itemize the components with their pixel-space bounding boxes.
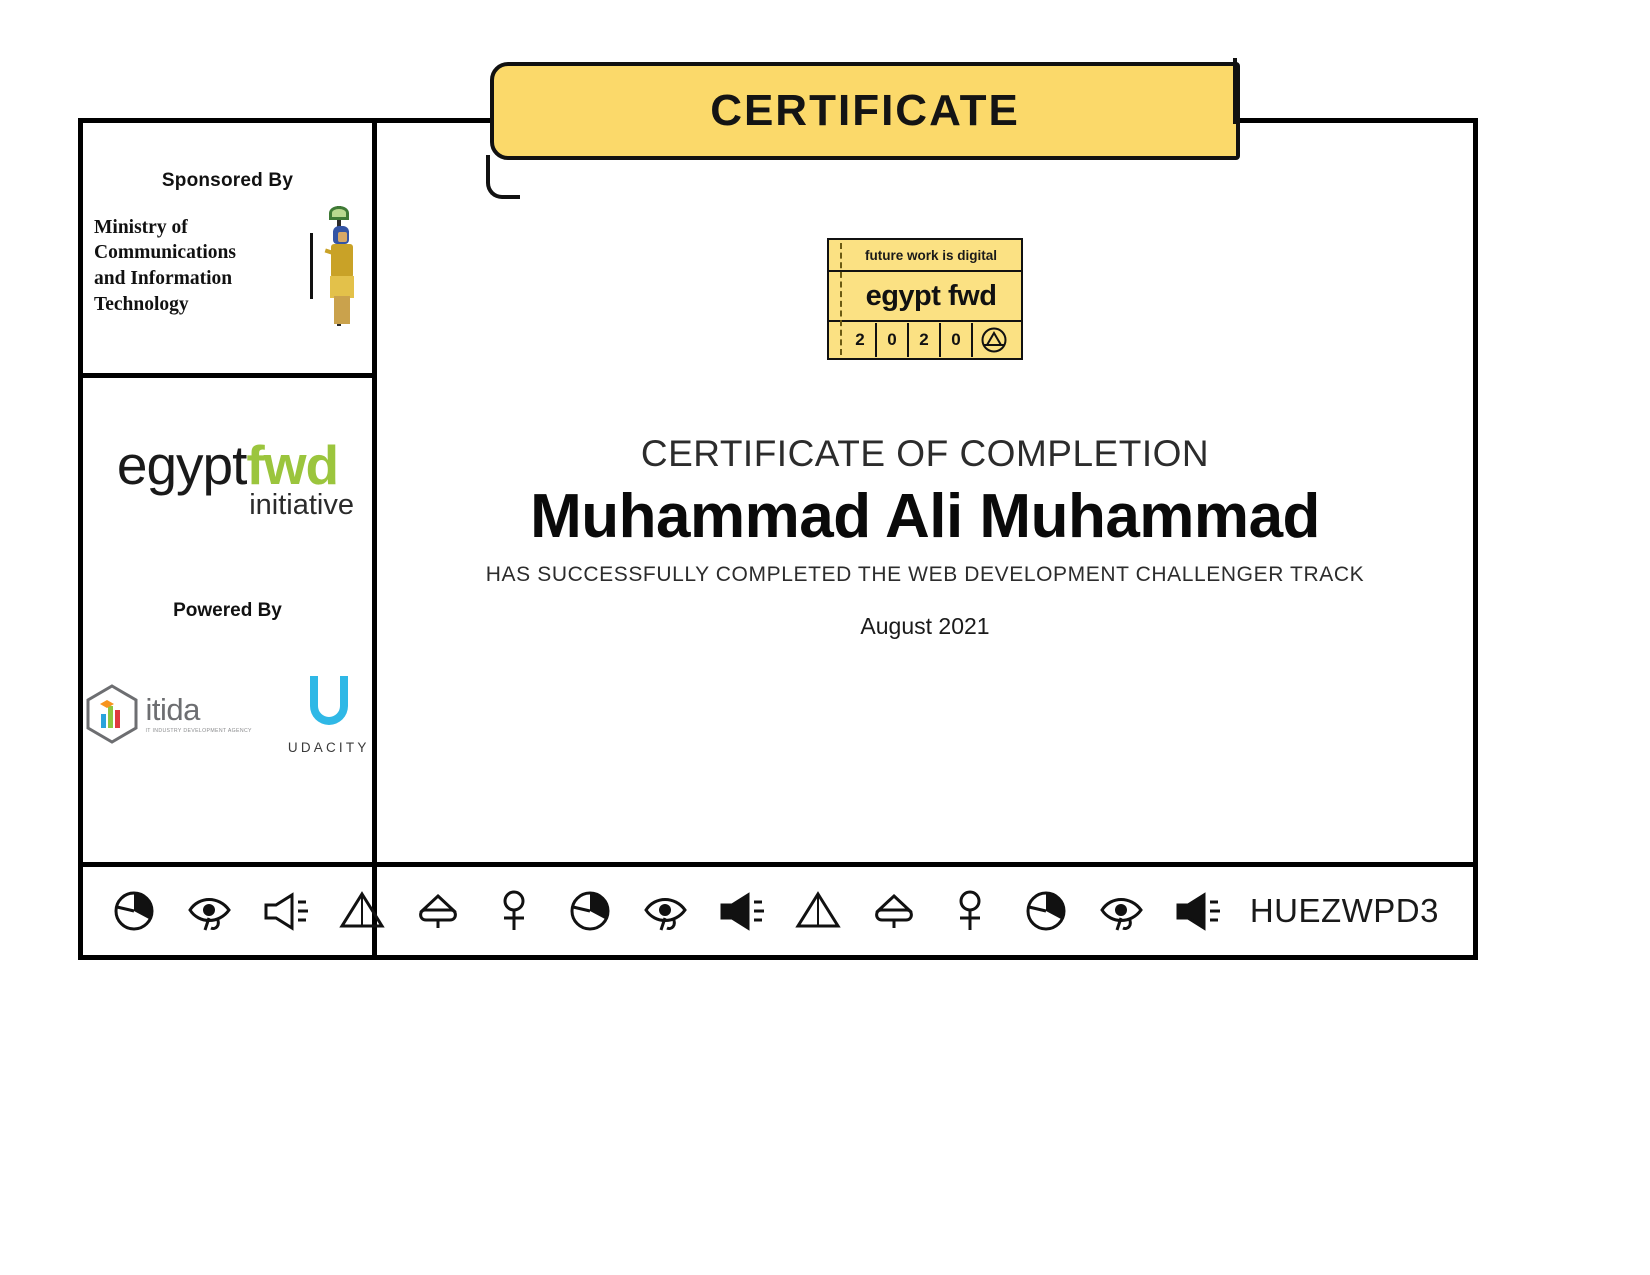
sponsored-by-label: Sponsored By (161, 170, 294, 191)
banner-title: CERTIFICATE (710, 86, 1020, 135)
pie-eye-glyph (107, 884, 161, 938)
ankh-glyph (943, 884, 997, 938)
udacity-word: UDACITY (287, 740, 370, 755)
footer-glyph-strip (83, 862, 1473, 955)
glyph-list (107, 884, 1250, 938)
itida-logo (85, 684, 251, 744)
recipient-name: Muhammad Ali Muhammad (530, 482, 1320, 551)
cloud-tree-glyph (867, 884, 921, 938)
ministry-logo (82, 206, 373, 326)
itida-hex-icon (85, 684, 139, 744)
main-content (377, 123, 1473, 955)
itida-word: itida (145, 691, 200, 727)
badge-year-digit: 0 (877, 323, 909, 357)
badge-perforation (840, 243, 842, 355)
badge-year-digit: 2 (845, 323, 877, 357)
badge-year-digit: 2 (909, 323, 941, 357)
ministry-name-line1: Ministry of Communications (94, 216, 236, 264)
itida-text (145, 691, 252, 734)
sponsor-section (83, 123, 372, 378)
pyramid-badge-icon (973, 323, 1015, 357)
ankh-glyph (487, 884, 541, 938)
badge-year-row (829, 322, 1021, 358)
megaphone-glyph (259, 884, 313, 938)
ministry-name (94, 215, 306, 318)
achievement-text: HAS SUCCESSFULLY COMPLETED THE WEB DEVELOPMENT CHALLENGER TRACK (485, 563, 1365, 586)
badge-tagline: future work is digital (829, 240, 1021, 272)
egyptfwd-wordmark (83, 434, 372, 496)
ministry-divider (310, 233, 313, 299)
pyramid-glyph (791, 884, 845, 938)
page-title: CERTIFICATE OF COMPLETION (640, 433, 1210, 474)
banner-notch-decoration (1233, 58, 1237, 124)
badge-year-digit: 0 (941, 323, 973, 357)
egyptfwd-badge (827, 238, 1023, 360)
egyptfwd-word-accent: fwd (246, 434, 339, 496)
udacity-mark-icon (302, 672, 356, 730)
itida-subtitle: IT INDUSTRY DEVELOPMENT AGENCY (145, 727, 252, 734)
eye-of-horus-glyph (639, 884, 693, 938)
certificate-banner (490, 62, 1240, 160)
cloud-tree-glyph (411, 884, 465, 938)
pyramid-glyph (335, 884, 389, 938)
eye-of-horus-glyph (183, 884, 237, 938)
ministry-name-line2: and Information Technology (94, 268, 233, 315)
eye-of-horus-glyph (1095, 884, 1149, 938)
megaphone-glyph (715, 884, 769, 938)
sidebar (83, 123, 377, 955)
issue-date: August 2021 (860, 613, 990, 639)
pie-eye-glyph (563, 884, 617, 938)
egyptfwd-logo (83, 434, 372, 522)
megaphone-glyph (1171, 884, 1225, 938)
udacity-logo (288, 672, 370, 755)
partner-logos (83, 672, 372, 755)
powered-by-label: Powered By (173, 600, 282, 621)
badge-brand: egypt fwd (829, 272, 1021, 322)
banner-tail-decoration (486, 155, 520, 199)
certificate-frame (78, 118, 1478, 960)
egyptfwd-tagline: initiative (249, 489, 354, 521)
certificate-serial: HUEZWPD3 (1249, 892, 1439, 929)
pharaoh-icon (317, 206, 361, 326)
pie-eye-glyph (1019, 884, 1073, 938)
egyptfwd-word-primary: egypt (116, 434, 247, 496)
